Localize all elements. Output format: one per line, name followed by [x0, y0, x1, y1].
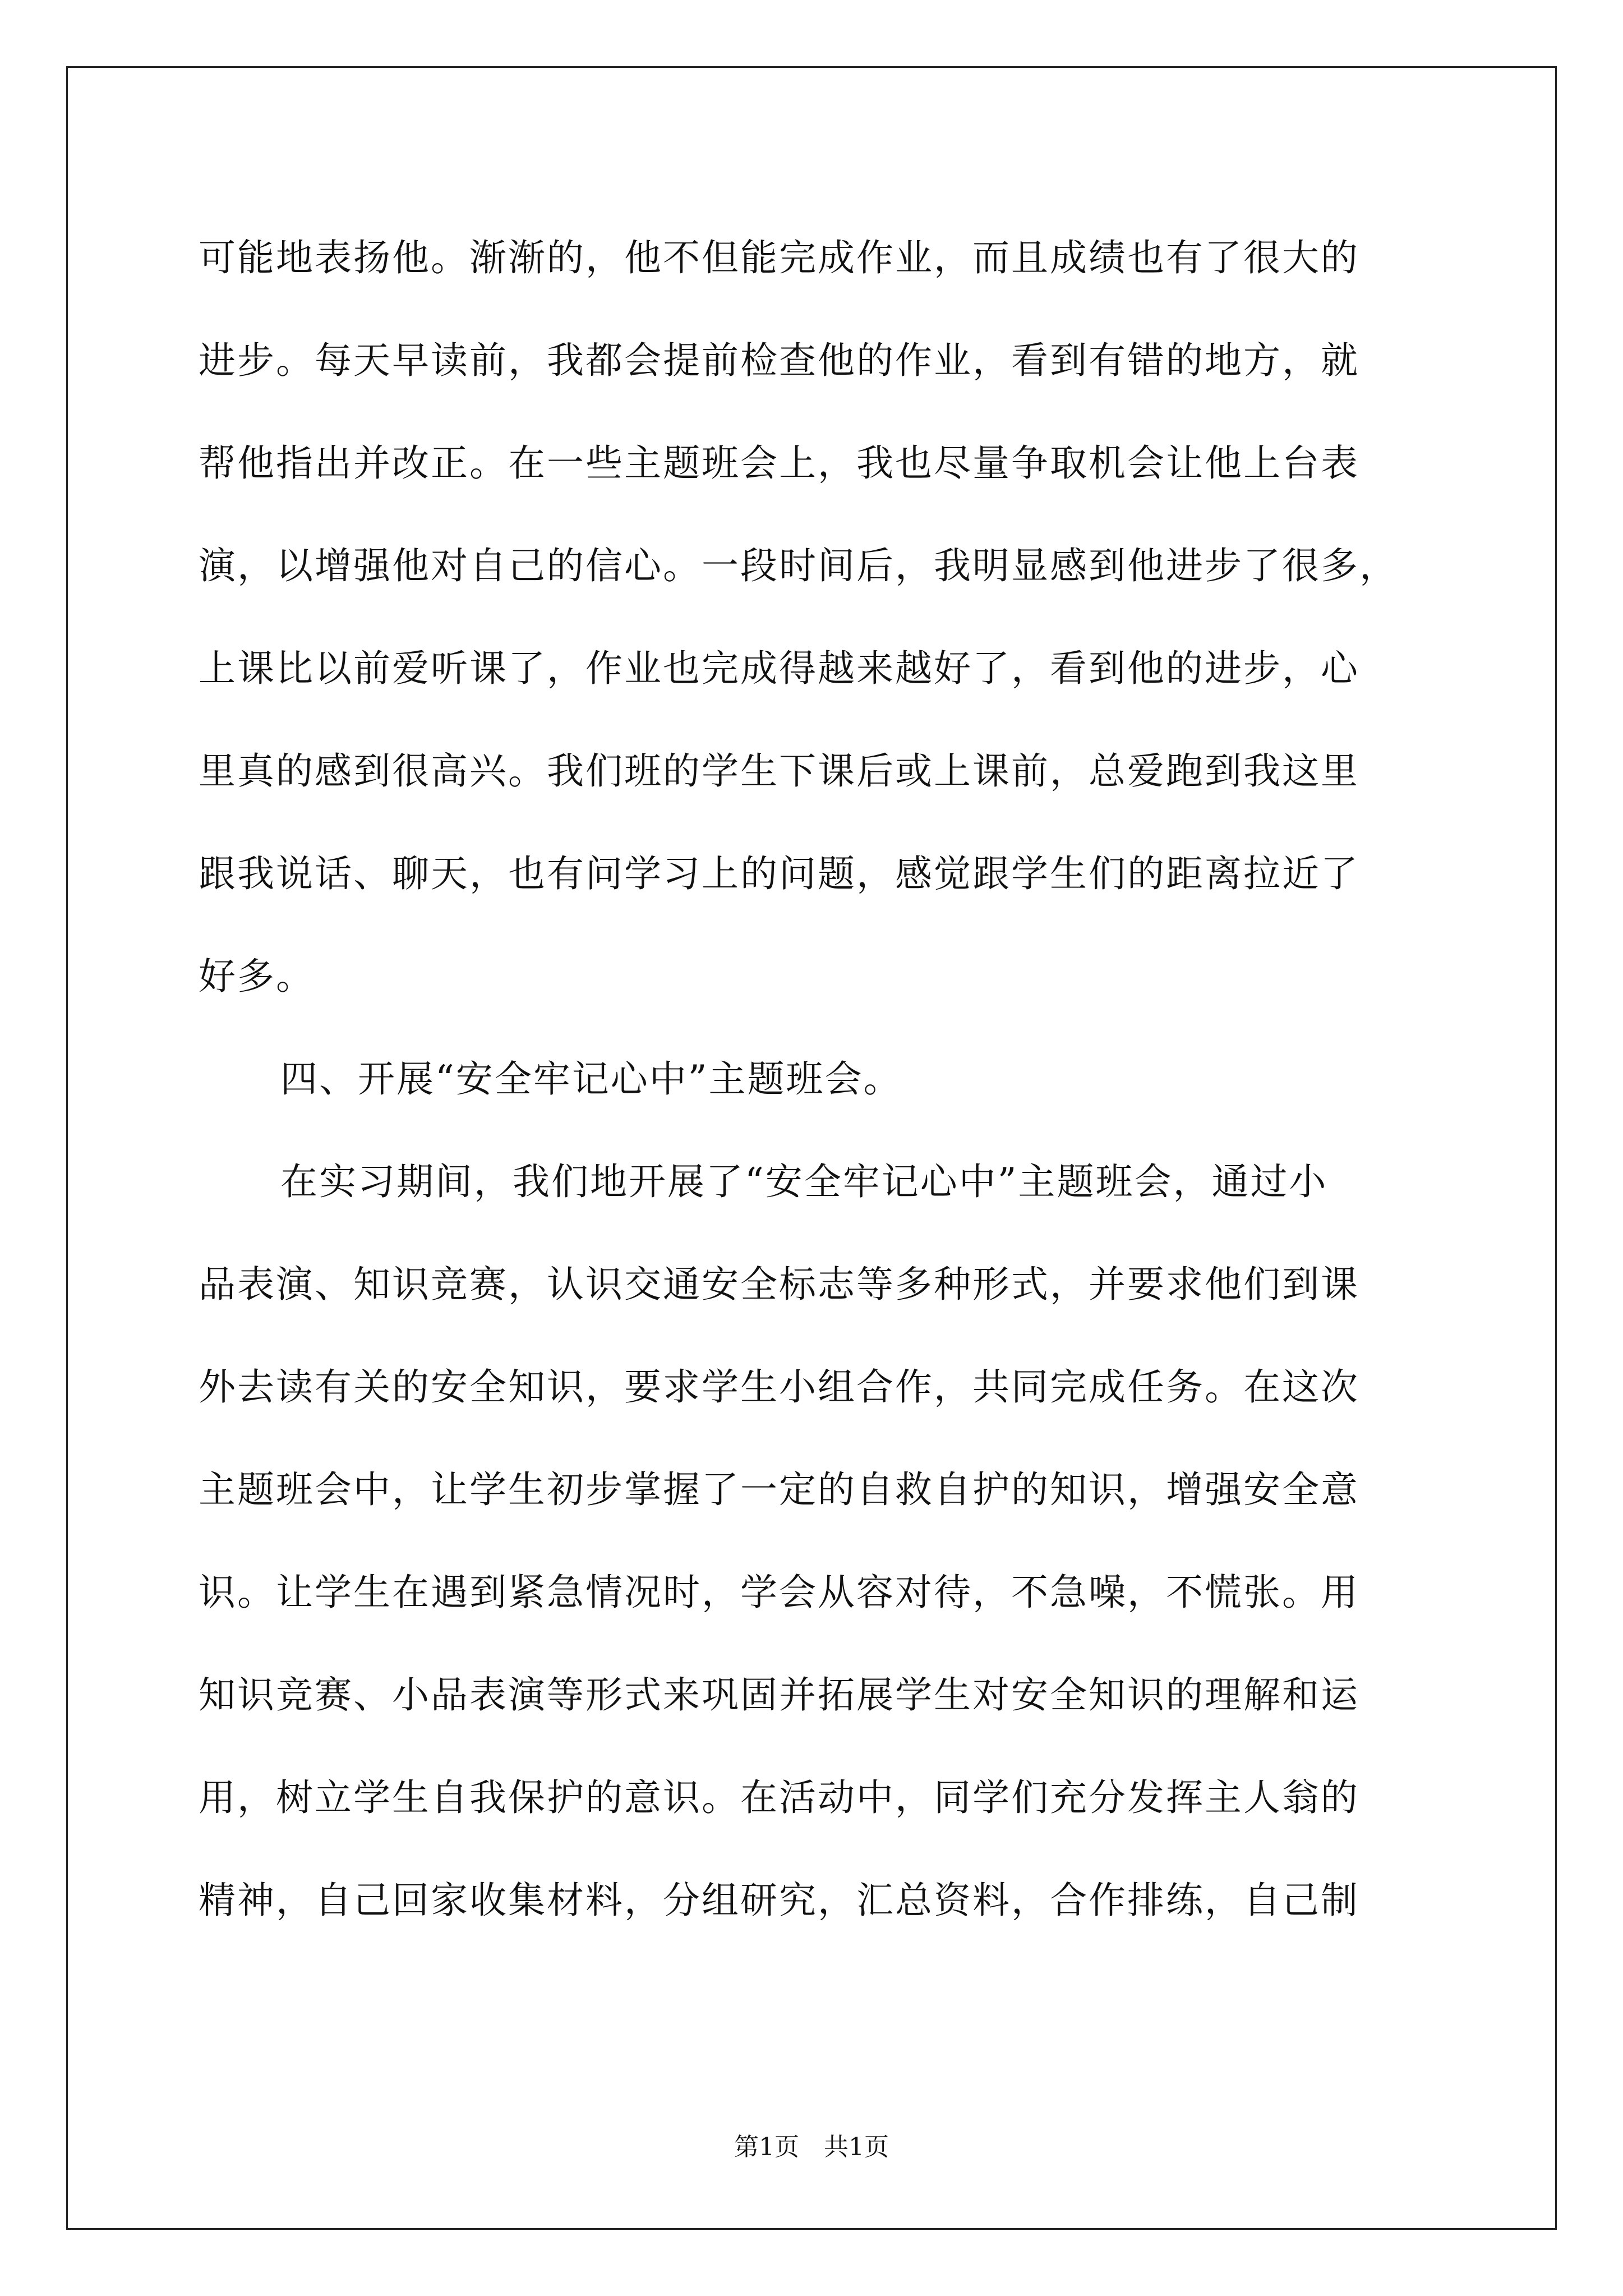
text-line: 上课比以前爱听课了，作业也完成得越来越好了，看到他的进步，心 — [199, 647, 1359, 690]
text-line: 精神，自己回家收集材料，分组研究，汇总资料，合作排练，自己制 — [199, 1879, 1359, 1922]
text-line: 好多。 — [199, 955, 315, 998]
text-line: 帮他指出并改正。在一些主题班会上，我也尽量争取机会让他上台表 — [199, 441, 1359, 485]
text-line: 里真的感到很高兴。我们班的学生下课后或上课前，总爱跑到我这里 — [199, 749, 1359, 793]
text-line: 可能地表扬他。渐渐的，他不但能完成作业，而且成绩也有了很大的 — [199, 236, 1359, 279]
text-line: 知识竞赛、小品表演等形式来巩固并拓展学生对安全知识的理解和运 — [199, 1673, 1359, 1717]
text-line: 主题班会中，让学生初步掌握了一定的自救自护的知识，增强安全意 — [199, 1468, 1359, 1511]
page-number-footer: 第1页 共1页 — [734, 2133, 889, 2161]
text-line: 跟我说话、聊天，也有问学习上的问题，感觉跟学生们的距离拉近了 — [199, 852, 1359, 895]
text-line: 进步。每天早读前，我都会提前检查他的作业，看到有错的地方，就 — [199, 339, 1359, 382]
text-line: 在实习期间，我们地开展了“安全牢记心中”主题班会，通过小 — [280, 1160, 1328, 1203]
text-line: 用，树立学生自我保护的意识。在活动中，同学们充分发挥主人翁的 — [199, 1776, 1359, 1819]
text-line: 品表演、知识竞赛，认识交通安全标志等多种形式，并要求他们到课 — [199, 1263, 1359, 1306]
text-line: 识。让学生在遇到紧急情况时，学会从容对待，不急噪，不慌张。用 — [199, 1571, 1359, 1614]
section-heading: 四、开展“安全牢记心中”主题班会。 — [280, 1057, 902, 1101]
text-line: 演，以增强他对自己的信心。一段时间后，我明显感到他进步了很多， — [199, 544, 1398, 587]
document-body — [199, 206, 1432, 1952]
text-line: 外去读有关的安全知识，要求学生小组合作，共同完成任务。在这次 — [199, 1365, 1359, 1409]
